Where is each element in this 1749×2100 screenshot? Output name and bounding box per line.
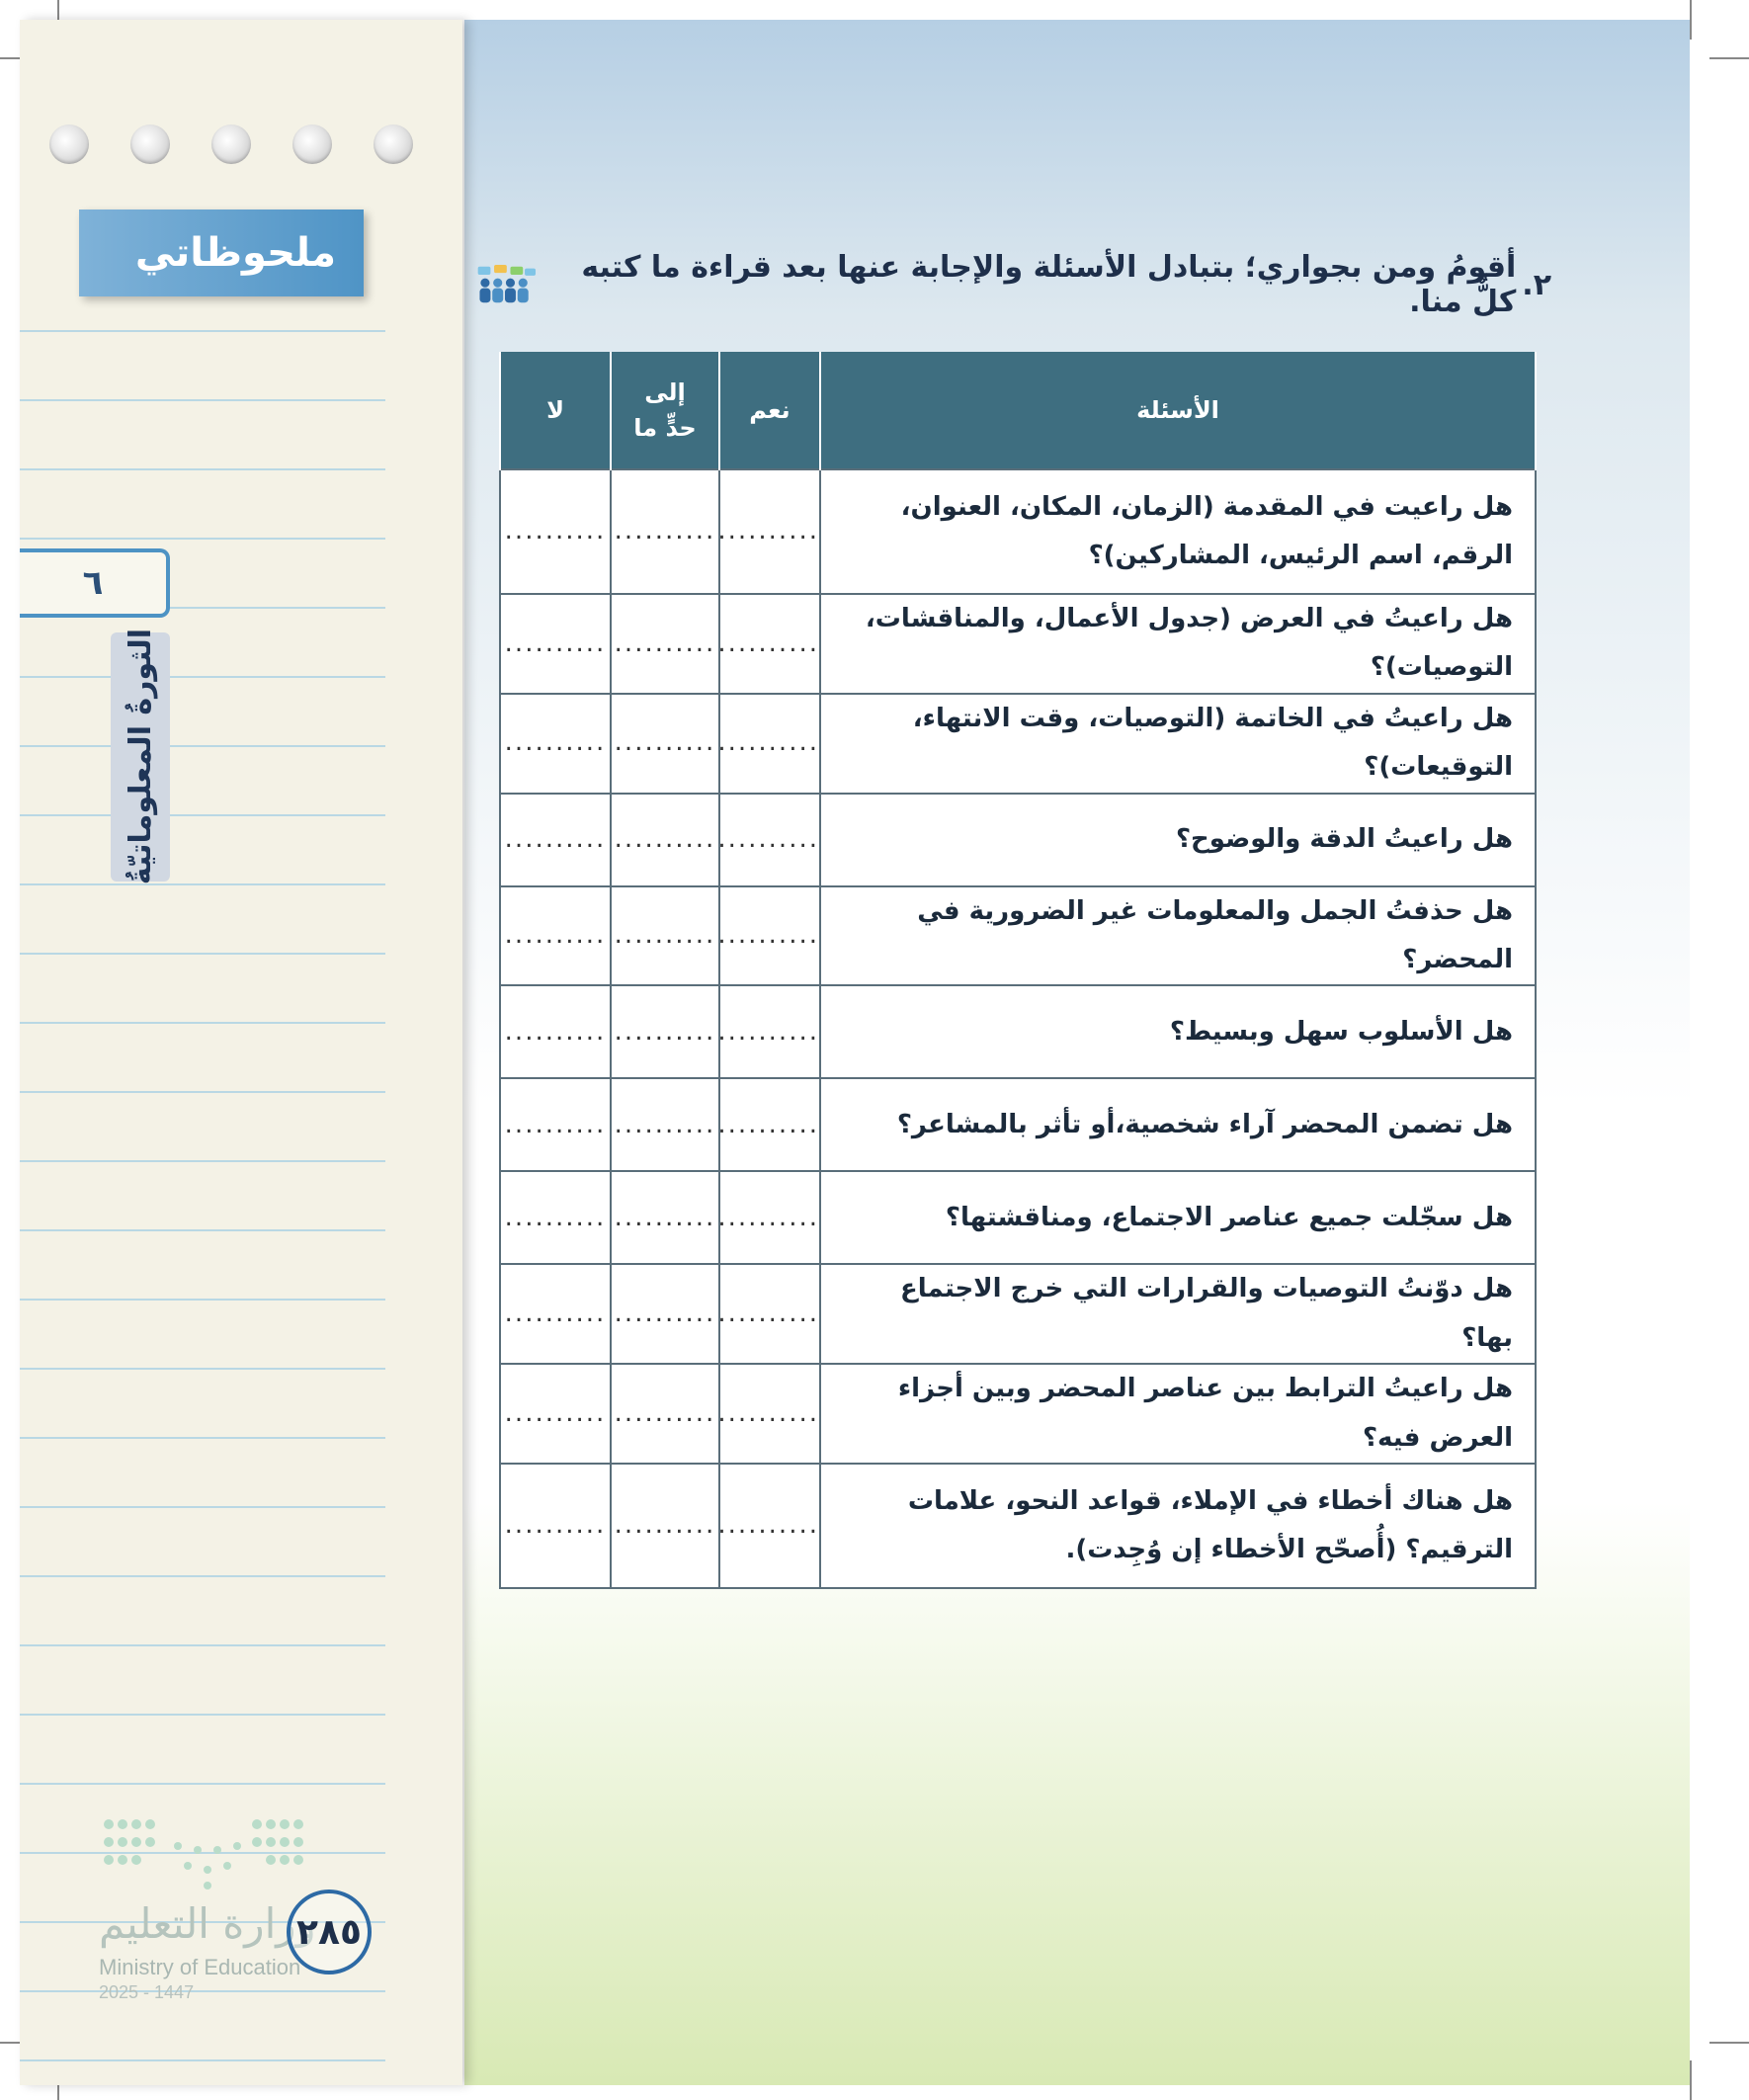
header-questions: الأسئلة: [820, 352, 1536, 469]
notebook-rule-line: [20, 745, 385, 747]
answer-yes-blank[interactable]: ..........: [719, 886, 820, 986]
table-row: [500, 886, 1536, 986]
answer-yes-blank[interactable]: ..........: [719, 794, 820, 886]
notebook-rule-line: [20, 1783, 385, 1785]
page-number: ٢٨٥: [287, 1890, 372, 1974]
binder-hole: [211, 125, 251, 164]
answer-no-blank[interactable]: ..........: [500, 1078, 611, 1171]
notebook-rule-line: [20, 330, 385, 332]
table-row: [500, 985, 1536, 1078]
question-cell: هل راعيت في المقدمة (الزمان، المكان، العنوان، الرقم، اسم الرئيس، المشاركين)؟: [820, 469, 1536, 594]
notebook-rule-line: [20, 1229, 385, 1231]
answer-no-blank[interactable]: ..........: [500, 1464, 611, 1588]
table-row: [500, 1264, 1536, 1364]
question-cell: هل راعيتُ في الخاتمة (التوصيات، وقت الانتهاء، التوقيعات)؟: [820, 694, 1536, 794]
answer-somewhat-blank[interactable]: ..........: [611, 886, 719, 986]
header-somewhat: [611, 352, 719, 469]
question-cell: هل راعيتُ في العرض (جدول الأعمال، والمناقشات، التوصيات)؟: [820, 594, 1536, 694]
answer-no-blank[interactable]: ..........: [500, 1171, 611, 1264]
answer-somewhat-blank[interactable]: ..........: [611, 1171, 719, 1264]
answer-no-blank[interactable]: ..........: [500, 794, 611, 886]
notebook-rule-line: [20, 1990, 385, 1992]
header-somewhat-line2: حدٍّ ما: [633, 414, 697, 442]
question-cell: هل الأسلوب سهل وبسيط؟: [820, 985, 1536, 1078]
answer-yes-blank[interactable]: ..........: [719, 694, 820, 794]
table-header-row: [500, 352, 1536, 469]
notebook-rule-line: [20, 1644, 385, 1646]
notebook-rule-line: [20, 1368, 385, 1370]
exercise-instruction: [474, 250, 1551, 319]
exercise-number: ٢.: [1522, 267, 1551, 302]
notebook-rule-line: [20, 1437, 385, 1439]
answer-no-blank[interactable]: ..........: [500, 1264, 611, 1364]
question-cell: هل تضمن المحضر آراء شخصية،أو تأثر بالمشاعر؟: [820, 1078, 1536, 1171]
notes-label-text: ملحوظاتي: [134, 230, 336, 276]
question-cell: هل سجّلت جميع عناصر الاجتماع، ومناقشتها؟: [820, 1171, 1536, 1264]
table-row: [500, 594, 1536, 694]
answer-no-blank[interactable]: ..........: [500, 594, 611, 694]
crop-mark: [1690, 0, 1692, 40]
question-cell: هل راعيتُ الترابط بين عناصر المحضر وبين أجزاء العرض فيه؟: [820, 1364, 1536, 1464]
answer-somewhat-blank[interactable]: ..........: [611, 594, 719, 694]
table-row: [500, 694, 1536, 794]
notebook-rule-line: [20, 1506, 385, 1508]
ministry-name-en: Ministry of Education: [99, 1955, 301, 1979]
exercise-text: أقومُ ومن بجواري؛ بتبادل الأسئلة والإجابة عنها بعد قراءة ما كتبه كلٌّ منا.: [581, 250, 1517, 319]
notebook-rule-line: [20, 2059, 385, 2061]
group-discussion-icon: [474, 263, 540, 306]
answer-somewhat-blank[interactable]: ..........: [611, 1078, 719, 1171]
answer-somewhat-blank[interactable]: ..........: [611, 1264, 719, 1364]
answer-somewhat-blank[interactable]: ..........: [611, 794, 719, 886]
crop-mark: [1709, 57, 1749, 59]
binder-hole: [130, 125, 170, 164]
notebook-rule-line: [20, 953, 385, 955]
notes-label: [79, 210, 364, 296]
answer-yes-blank[interactable]: ..........: [719, 1264, 820, 1364]
notebook-rule-line: [20, 1160, 385, 1162]
answer-somewhat-blank[interactable]: ..........: [611, 1464, 719, 1588]
answer-yes-blank[interactable]: ..........: [719, 594, 820, 694]
table-row: [500, 1171, 1536, 1264]
notebook-rule-line: [20, 676, 385, 678]
question-cell: هل حذفتُ الجمل والمعلومات غير الضرورية في المحضر؟: [820, 886, 1536, 986]
answer-somewhat-blank[interactable]: ..........: [611, 985, 719, 1078]
answer-yes-blank[interactable]: ..........: [719, 1078, 820, 1171]
ministry-name-ar: وزارة التعليم: [99, 1899, 316, 1948]
answer-no-blank[interactable]: ..........: [500, 1364, 611, 1464]
question-cell: هل هناك أخطاء في الإملاء، قواعد النحو، علامات الترقيم؟ (أُصحّح الأخطاء إن وُجِدت).: [820, 1464, 1536, 1588]
notebook-rule-line: [20, 538, 385, 540]
crop-mark: [1709, 2042, 1749, 2044]
answer-yes-blank[interactable]: ..........: [719, 985, 820, 1078]
answer-somewhat-blank[interactable]: ..........: [611, 469, 719, 594]
unit-title-tab: [111, 629, 170, 885]
binder-hole: [49, 125, 89, 164]
answer-yes-blank[interactable]: ..........: [719, 1171, 820, 1264]
notebook-rule-line: [20, 1299, 385, 1301]
answer-no-blank[interactable]: ..........: [500, 886, 611, 986]
table-row: [500, 794, 1536, 886]
table-row: [500, 1464, 1536, 1588]
table-row: [500, 1078, 1536, 1171]
answer-no-blank[interactable]: ..........: [500, 985, 611, 1078]
answer-somewhat-blank[interactable]: ..........: [611, 1364, 719, 1464]
notes-sidebar: [20, 20, 462, 2085]
notebook-rule-line: [20, 1714, 385, 1716]
answer-no-blank[interactable]: ..........: [500, 694, 611, 794]
header-somewhat-line1: إلى: [644, 378, 686, 406]
notebook-rule-line: [20, 399, 385, 401]
notebook-rule-line: [20, 1575, 385, 1577]
question-cell: هل راعيتُ الدقة والوضوح؟: [820, 794, 1536, 886]
answer-no-blank[interactable]: ..........: [500, 469, 611, 594]
unit-number: ٦: [82, 563, 104, 603]
question-cell: هل دوّنتُ التوصيات والقرارات التي خرج الاجتماع بها؟: [820, 1264, 1536, 1364]
header-no: لا: [500, 352, 611, 469]
notebook-rule-line: [20, 1091, 385, 1093]
table-row: [500, 1364, 1536, 1464]
notebook-rule-line: [20, 468, 385, 470]
self-assessment-table: [499, 352, 1537, 1589]
binder-hole: [374, 125, 413, 164]
notebook-rule-line: [20, 883, 385, 885]
answer-somewhat-blank[interactable]: ..........: [611, 694, 719, 794]
notebook-rule-line: [20, 1022, 385, 1024]
header-yes: نعم: [719, 352, 820, 469]
answer-yes-blank[interactable]: ..........: [719, 1364, 820, 1464]
notebook-rule-line: [20, 814, 385, 816]
answer-yes-blank[interactable]: ..........: [719, 469, 820, 594]
ministry-year: 2025 - 1447: [99, 1982, 195, 2002]
table-row: [500, 469, 1536, 594]
unit-title: الثورةُ المعلوماتيّةُ: [123, 629, 158, 885]
crop-mark: [1690, 2060, 1692, 2100]
unit-number-box: [20, 548, 170, 618]
binder-hole: [292, 125, 332, 164]
ministry-logo-dots-icon: [99, 1816, 316, 1895]
answer-yes-blank[interactable]: ..........: [719, 1464, 820, 1588]
